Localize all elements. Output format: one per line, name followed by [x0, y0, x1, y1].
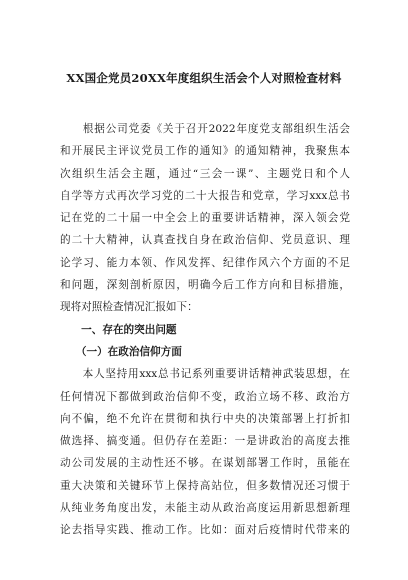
intro-line: 根据公司党委《关于召开2022年度党支部组织生活会: [60, 123, 350, 135]
body-line: 做选择、搞变通。但仍存在差距：一是讲政治的高度去推: [60, 435, 350, 448]
intro-line: 次组织生活会主题，通过“三会一课”、主题党日和个人: [60, 167, 350, 180]
section-heading: 一、存在的突出问题: [60, 323, 177, 336]
intro-line: 记在党的二十届一中全会上的重要讲话精神，深入领会党: [60, 212, 350, 225]
body-line: 重大决策和关键环节上保持高站位，但多数情况还习惯于: [60, 479, 350, 492]
intro-line: 的二十大精神，认真查找自身在政治信仰、党员意识、理: [60, 234, 350, 247]
intro-line: 自学等方式再次学习党的二十大报告和党章，学习xxx总书: [60, 189, 350, 202]
body-line: 本人坚持用xxx总书记系列重要讲话精神武装思想，在: [60, 368, 350, 381]
section-paragraph: [60, 363, 350, 541]
intro-paragraph: [60, 118, 350, 319]
body-line: 任何情况下都做到政治信仰不变，政治立场不移、政治方: [60, 390, 350, 403]
body-line: 向不偏，绝不允许在贯彻和执行中央的决策部署上打折扣: [60, 412, 350, 425]
body-line: 论去指导实践、推动工作。比如：面对后疫情时代带来的: [60, 524, 350, 537]
intro-line: 和问题，深刻剖析原因，明确今后工作方向和目标措施，: [60, 279, 350, 292]
intro-line: 现将对照检查情况汇报如下：: [60, 301, 198, 314]
body-line: 动公司发展的主动性还不够。在谋划部署工作时，虽能在: [60, 457, 350, 470]
document-body: [60, 118, 350, 542]
intro-line: 和开展民主评议党员工作的通知》的通知精神，我聚焦本: [60, 145, 350, 158]
body-line: 从纯业务角度出发，未能主动从政治高度运用新思想新理: [60, 502, 350, 515]
intro-line: 论学习、能力本领、作风发挥、纪律作风六个方面的不足: [60, 256, 350, 269]
document-title: XX国企党员20XX年度组织生活会个人对照检查材料: [66, 71, 342, 85]
subsection-heading: （一）在政治信仰方面: [60, 345, 182, 358]
